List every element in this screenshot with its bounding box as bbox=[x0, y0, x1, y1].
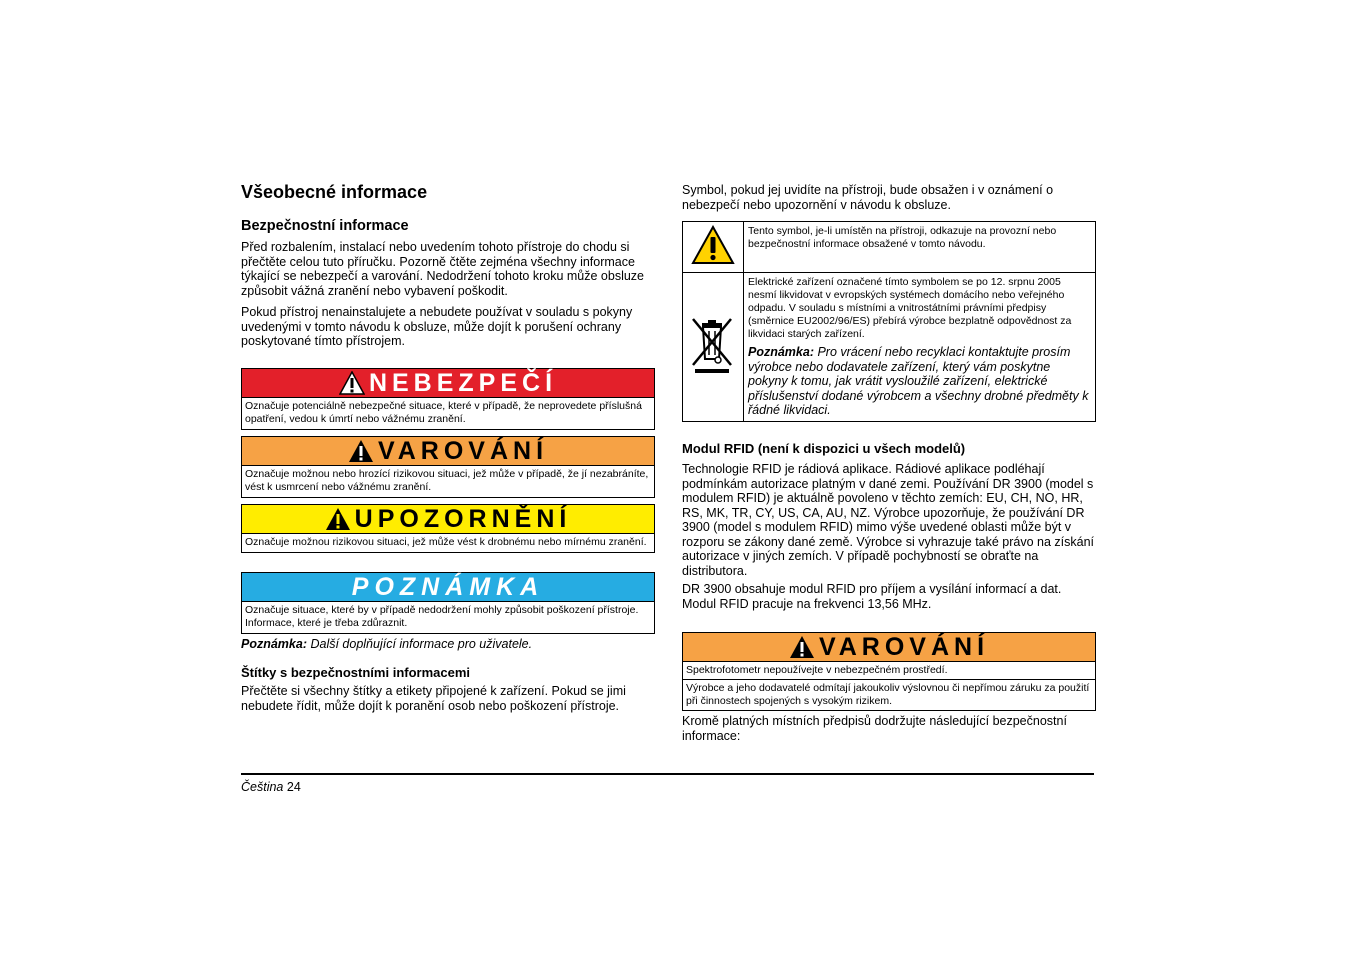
warning-triangle-icon bbox=[691, 225, 735, 265]
warning-label: VAROVÁNÍ bbox=[818, 632, 990, 661]
symbol-text: Tento symbol, je-li umístěn na přístroji, odkazuje na provozní nebo bezpečnostní informace obsažené v tomto návodu. bbox=[744, 222, 1096, 273]
note-label: Poznámka: bbox=[241, 637, 307, 651]
symbol-note-text: Pro vrácení nebo recyklaci kontaktujte prosím výrobce nebo dodavatele zařízení, který vám poskytne pokyny k tomu, jak vrátit vysloužilé zařízení, elektrické příslušenství dodané výrobcem a všechny drobné předměty k řádné likvidaci. bbox=[748, 345, 1089, 417]
rfid-heading: Modul RFID (není k dispozici u všech modelů) bbox=[682, 441, 966, 456]
safety-heading: Bezpečnostní informace bbox=[241, 218, 409, 234]
labels-paragraph: Přečtěte si všechny štítky a etikety připojené k zařízení. Pokud se jimi nebudete řídit, může dojít k poranění osob nebo poškození přístroje. bbox=[241, 684, 626, 713]
symbol-icon-cell bbox=[683, 222, 744, 273]
crossed-bin-icon bbox=[689, 315, 737, 375]
symbol-note-label: Poznámka: bbox=[748, 345, 814, 359]
symbol-table bbox=[682, 221, 1096, 422]
notice-label: POZNÁMKA bbox=[351, 572, 545, 601]
warning-label: VAROVÁNÍ bbox=[377, 436, 549, 465]
closing-paragraph: Kromě platných místních předpisů dodržujte následující bezpečnostní informace: bbox=[682, 714, 1067, 743]
table-row bbox=[683, 273, 1096, 422]
warning-body bbox=[683, 662, 1095, 710]
notice-header bbox=[242, 573, 654, 602]
safety-paragraph-1: Před rozbalením, instalací nebo uvedením tohoto přístroje do chodu si přečtěte celou tuto příručku. Pozorně čtěte zejména všechny informace týkající se nebezpečí a varování. Nedodržení tohoto kroku může obsluze způsobit vážná zranění nebo vybavení poškodit. bbox=[241, 240, 645, 298]
rfid-paragraph-1: Technologie RFID je rádiová aplikace. Rádiové aplikace podléhají podmínkám autorizace platným v dané zemi. Používání DR 3900 (model s modulem RFID) je aktuálně povoleno v těchto zemích: EU, CH, NO, HR, RS, MK, TR, CY, US, CA, AU, NZ. Výrobce upozorňuje, že používání DR 3900 (model s modulem RFID) mimo výše uvedené oblasti může být v rozporu se zákony dané země. Výrobce si vyhrazuje také právo na získání autorizace v jiných zemích. V případě pochybností se obraťte na distributora. bbox=[682, 462, 1095, 578]
notice-box bbox=[241, 572, 655, 634]
danger-box bbox=[241, 368, 655, 430]
footer bbox=[241, 780, 301, 794]
note-line bbox=[241, 637, 655, 652]
footer-rule bbox=[241, 773, 1094, 775]
warning-triangle-icon bbox=[339, 371, 365, 395]
rfid-paragraph-2: DR 3900 obsahuje modul RFID pro příjem a vysílání informací a dat. Modul RFID pracuje na frekvenci 13,56 MHz. bbox=[682, 582, 1062, 611]
caution-box bbox=[241, 504, 655, 553]
page-number: 24 bbox=[283, 780, 301, 794]
caution-header bbox=[242, 505, 654, 534]
warning-box bbox=[241, 436, 655, 498]
table-row bbox=[683, 222, 1096, 273]
caution-label: UPOZORNĚNÍ bbox=[354, 504, 572, 533]
danger-header bbox=[242, 369, 654, 398]
safety-paragraph-2: Pokud přístroj nenainstalujete a nebudete používat v souladu s pokyny uvedenými v tomto návodu k obsluze, může dojít k porušení ochrany poskytované tímto přístrojem. bbox=[241, 305, 633, 348]
warning-line-1: Spektrofotometr nepoužívejte v nebezpečném prostředí. bbox=[686, 664, 948, 676]
symbol-intro: Symbol, pokud jej uvidíte na přístroji, bude obsažen i v oznámení o nebezpečí nebo upozornění v návodu k obsluze. bbox=[682, 183, 1054, 212]
warning-header bbox=[683, 633, 1095, 662]
section-title: Všeobecné informace bbox=[241, 182, 428, 202]
warning-triangle-icon bbox=[348, 439, 374, 463]
warning-header bbox=[242, 437, 654, 466]
symbol-text: Elektrické zařízení označené tímto symbolem se po 12. srpnu 2005 nesmí likvidovat v evropských systémech domácího nebo veřejného odpadu. V souladu s místními a vnitrostátními právními předpisy (směrnice EU2002/96/ES) přebírá výrobce bezplatně odpovědnost za likvidaci starých zařízení. bbox=[748, 276, 1072, 340]
labels-heading: Štítky s bezpečnostními informacemi bbox=[241, 665, 471, 680]
footer-language: Čeština bbox=[241, 780, 284, 794]
danger-label: NEBEZPEČÍ bbox=[368, 368, 558, 397]
warning-triangle-icon bbox=[325, 507, 351, 531]
note-text: Další doplňující informace pro uživatele. bbox=[307, 637, 533, 651]
warning-box-rfid bbox=[682, 632, 1096, 711]
warning-triangle-icon bbox=[789, 635, 815, 659]
warning-text: Označuje možnou nebo hrozící rizikovou situaci, jež může v případě, že jí nezabráníte, vést k usmrcení nebo vážnému zranění. bbox=[245, 468, 649, 493]
danger-text: Označuje potenciálně nebezpečné situace, které v případě, že neprovedete příslušná opatření, vedou k úmrtí nebo vážnému zranění. bbox=[245, 400, 642, 425]
symbol-note bbox=[748, 345, 1091, 418]
symbol-icon-cell bbox=[683, 273, 744, 422]
caution-text: Označuje možnou rizikovou situaci, jež může vést k drobnému nebo mírnému zranění. bbox=[245, 536, 647, 548]
warning-line-2: Výrobce a jeho dodavatelé odmítají jakoukoliv výslovnou či nepřímou záruku za použití při činnostech spojených s vysokým rizikem. bbox=[683, 679, 1095, 708]
notice-text: Označuje situace, které by v případě nedodržení mohly způsobit poškození přístroje. Informace, které je třeba zdůraznit. bbox=[245, 604, 639, 629]
symbol-text-cell bbox=[744, 273, 1096, 422]
